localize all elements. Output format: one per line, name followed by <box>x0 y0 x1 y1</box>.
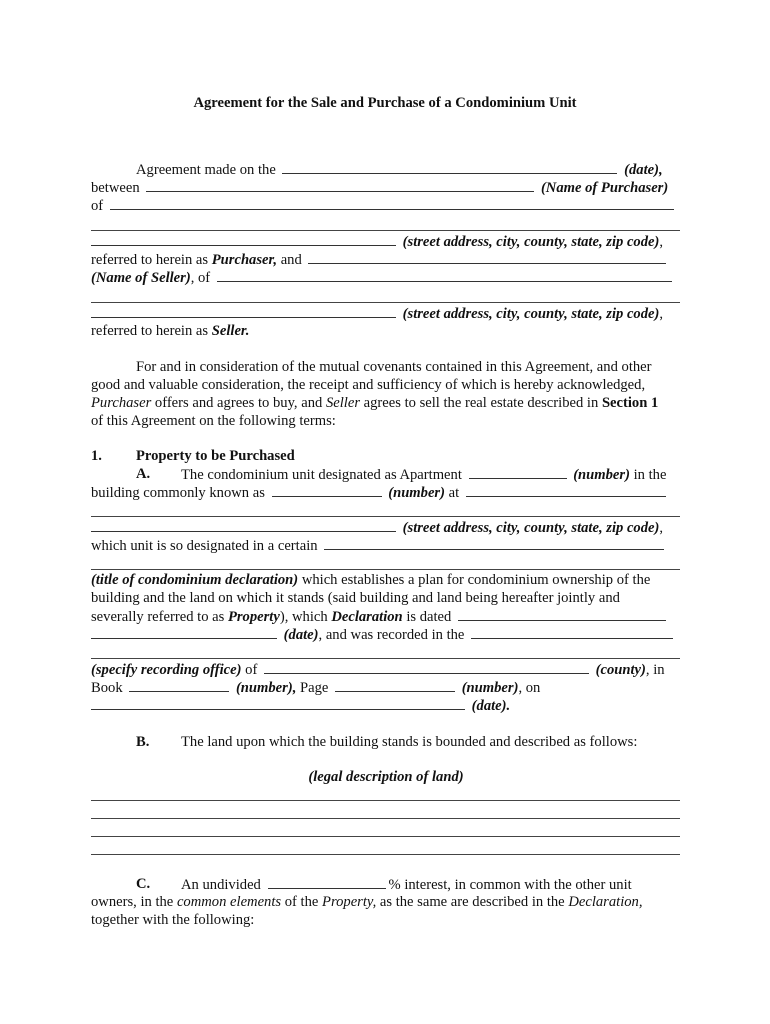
consideration-line-3: Purchaser offers and agrees to buy, and Seller agrees to sell the real estate described in Section 1 <box>91 395 659 411</box>
section-1c-line-3: together with the following: <box>91 912 255 928</box>
percent-interest-blank[interactable] <box>268 875 386 889</box>
purchaser-address-blank-2[interactable] <box>91 232 396 246</box>
building-address-blank-2[interactable] <box>91 518 396 532</box>
declaration-date-blank-2[interactable] <box>91 625 277 639</box>
book-line: Book (number), Page (number), on <box>91 680 541 696</box>
designated-line: which unit is so designated in a certain <box>91 536 681 555</box>
section-1a-line-1: A. The condominium unit designated as Apartment (number) in the <box>136 466 667 483</box>
declaration-title-line: (title of condominium declaration) which establishes a plan for condominium ownership of the <box>91 572 651 588</box>
severally-line: severally referred to as Property), which Declaration is dated <box>91 607 681 626</box>
declaration-title-rule[interactable] <box>91 569 680 570</box>
building-address-line: (street address, city, county, state, zip code), <box>91 518 681 537</box>
recording-office-line: (specify recording office) of (county), in <box>91 662 665 678</box>
purchaser-referred-line: referred to herein as Purchaser, and <box>91 250 681 269</box>
section-1b-line: B. The land upon which the building stands is bounded and described as follows: <box>136 734 638 750</box>
seller-address-line: (street address, city, county, state, zip code), <box>91 304 681 323</box>
section-1-heading: 1. Property to be Purchased <box>91 448 295 464</box>
consideration-line-2: good and valuable consideration, the receipt and sufficiency of which is hereby acknowledged, <box>91 377 646 393</box>
seller-referred-line: referred to herein as Seller. <box>91 323 250 339</box>
recording-date-blank[interactable] <box>91 696 465 710</box>
seller-address-rule[interactable] <box>91 302 680 303</box>
building-address-rule[interactable] <box>91 516 680 517</box>
section-1c-line-2: owners, in the common elements of the Property, as the same are described in the Declaration, <box>91 894 643 910</box>
recording-date-line: (date). <box>91 696 681 715</box>
declaration-line-b: building and the land on which it stands (said building and land being hereafter jointly and <box>91 590 620 606</box>
legal-description-label: (legal description of land) <box>308 769 464 785</box>
declaration-title-blank[interactable] <box>324 536 664 550</box>
intro-line-1: Agreement made on the (date), <box>136 162 663 178</box>
legal-description-rule-1[interactable] <box>91 800 680 801</box>
section-1a-line-2: building commonly known as (number) at <box>91 483 681 502</box>
book-number-blank[interactable] <box>129 678 229 692</box>
section-1c-line-1: C. An undivided % interest, in common with the other unit <box>136 876 632 893</box>
recording-office-rule[interactable] <box>91 658 680 659</box>
page-number-blank[interactable] <box>335 678 455 692</box>
purchaser-address-line: (street address, city, county, state, zip code), <box>91 232 681 251</box>
apartment-number-blank[interactable] <box>469 465 567 479</box>
agreement-date-blank[interactable] <box>282 160 617 174</box>
seller-name-line: (Name of Seller), of <box>91 268 681 287</box>
document-title: Agreement for the Sale and Purchase of a Condominium Unit <box>193 95 577 111</box>
declaration-date-blank[interactable] <box>458 607 666 621</box>
recording-office-blank[interactable] <box>471 625 673 639</box>
seller-name-blank[interactable] <box>308 250 666 264</box>
purchaser-name-blank[interactable] <box>146 178 534 192</box>
seller-address-blank[interactable] <box>217 268 672 282</box>
consideration-line-1: For and in consideration of the mutual covenants contained in this Agreement, and other <box>136 359 652 375</box>
legal-description-rule-4[interactable] <box>91 854 680 855</box>
consideration-line-4: of this Agreement on the following terms: <box>91 413 336 429</box>
building-address-blank[interactable] <box>466 483 666 497</box>
intro-line-2: between (Name of Purchaser) <box>91 180 669 196</box>
seller-address-blank-2[interactable] <box>91 304 396 318</box>
legal-description-rule-2[interactable] <box>91 818 680 819</box>
purchaser-address-rule[interactable] <box>91 230 680 231</box>
recorded-line: (date), and was recorded in the <box>91 625 681 644</box>
purchaser-address-blank[interactable] <box>110 196 674 210</box>
building-name-blank[interactable] <box>272 483 382 497</box>
intro-line-3: of <box>91 196 681 215</box>
legal-description-rule-3[interactable] <box>91 836 680 837</box>
county-blank[interactable] <box>264 660 589 674</box>
